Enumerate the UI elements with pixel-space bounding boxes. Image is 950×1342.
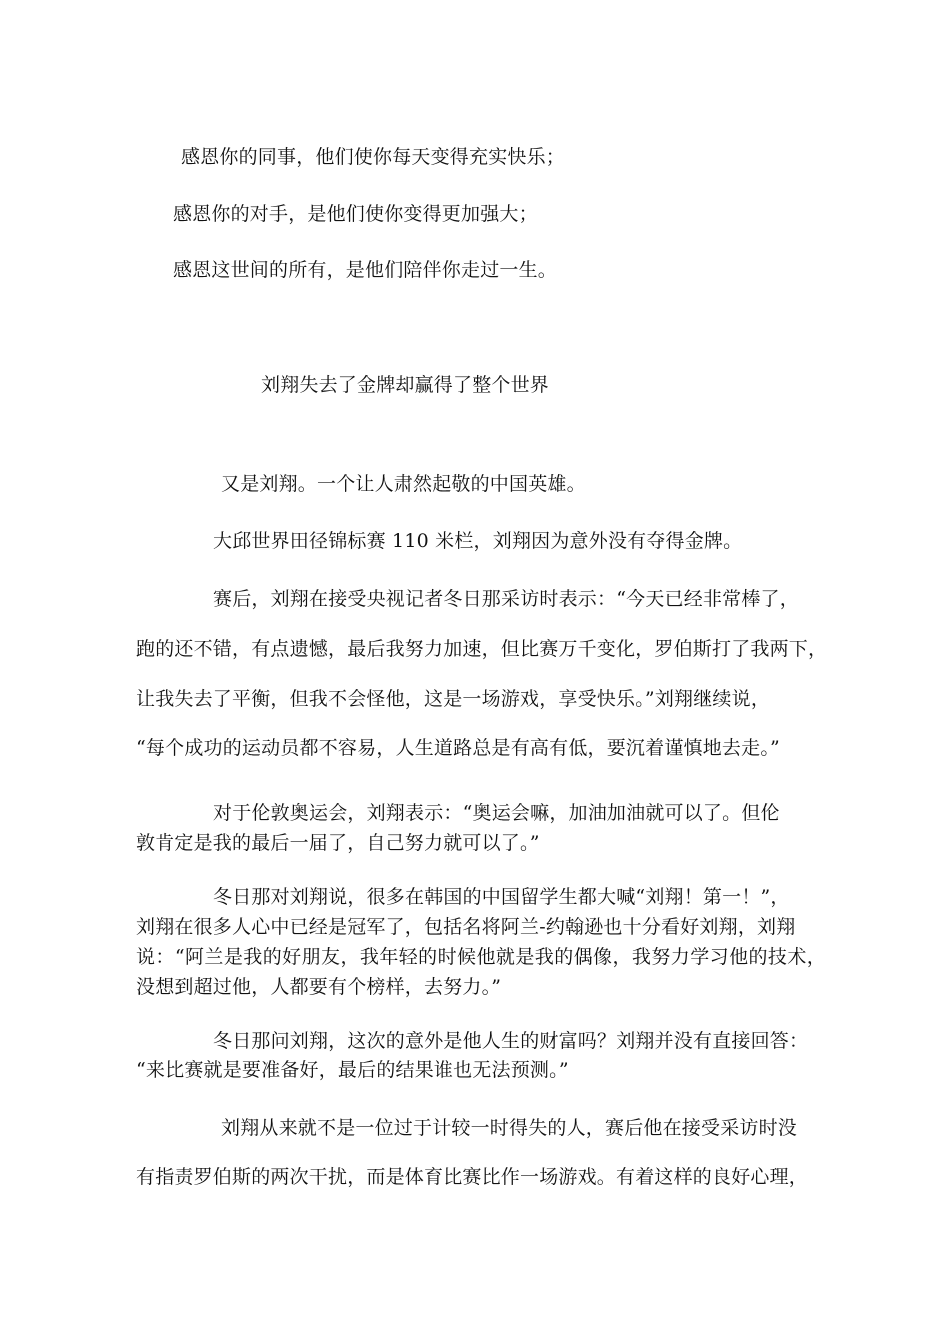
paragraph-5-line-2: 刘翔在很多人心中已经是冠军了，包括名将阿兰-约翰逊也十分看好刘翔，刘翔 [136,916,796,938]
paragraph-3-line-2: 跑的还不错，有点遗憾，最后我努力加速，但比赛万千变化，罗伯斯打了我两下， [136,638,828,660]
paragraph-5-line-4: 没想到超过他，人都要有个榜样，去努力。” [136,976,502,998]
paragraph-5-line-3: 说：“阿兰是我的好朋友，我年轻的时候他就是我的偶像，我努力学习他的技术， [136,946,826,968]
paragraph-6-line-2: “来比赛就是要准备好，最后的结果谁也无法预测。” [136,1059,569,1081]
paragraph-7-line-2: 有指责罗伯斯的两次干扰，而是体育比赛比作一场游戏。有着这样的良好心理， [136,1166,809,1188]
paragraph-4-line-2: 敦肯定是我的最后一届了，自己努力就可以了。” [136,832,540,854]
paragraph-4-line-1: 对于伦敦奥运会，刘翔表示：“奥运会嘛，加油加油就可以了。但伦 [213,802,780,824]
paragraph-3-line-3: 让我失去了平衡，但我不会怪他，这是一场游戏，享受快乐。”刘翔继续说， [136,688,771,710]
paragraph-5-line-1: 冬日那对刘翔说，很多在韩国的中国留学生都大喊“刘翔！第一！”， [213,886,790,908]
paragraph-7-line-1: 刘翔从来就不是一位过于计较一时得失的人，赛后他在接受采访时没 [221,1117,798,1139]
paragraph-3-line-4: “每个成功的运动员都不容易，人生道路总是有高有低，要沉着谨慎地去走。” [136,737,780,759]
intro-line-2: 感恩你的对手，是他们使你变得更加强大； [173,203,538,225]
intro-line-1: 感恩你的同事，他们使你每天变得充实快乐； [181,146,566,168]
article-title: 刘翔失去了金牌却赢得了整个世界 [261,374,550,396]
paragraph-3-line-1: 赛后，刘翔在接受央视记者冬日那采访时表示：“今天已经非常棒了， [213,588,799,610]
paragraph-2: 大邱世界田径锦标赛 110 米栏，刘翔因为意外没有夺得金牌。 [213,530,743,552]
paragraph-6-line-1: 冬日那问刘翔，这次的意外是他人生的财富吗？刘翔并没有直接回答： [213,1030,809,1052]
intro-line-3: 感恩这世间的所有，是他们陪伴你走过一生。 [173,259,558,281]
paragraph-1: 又是刘翔。一个让人肃然起敬的中国英雄。 [221,473,586,495]
